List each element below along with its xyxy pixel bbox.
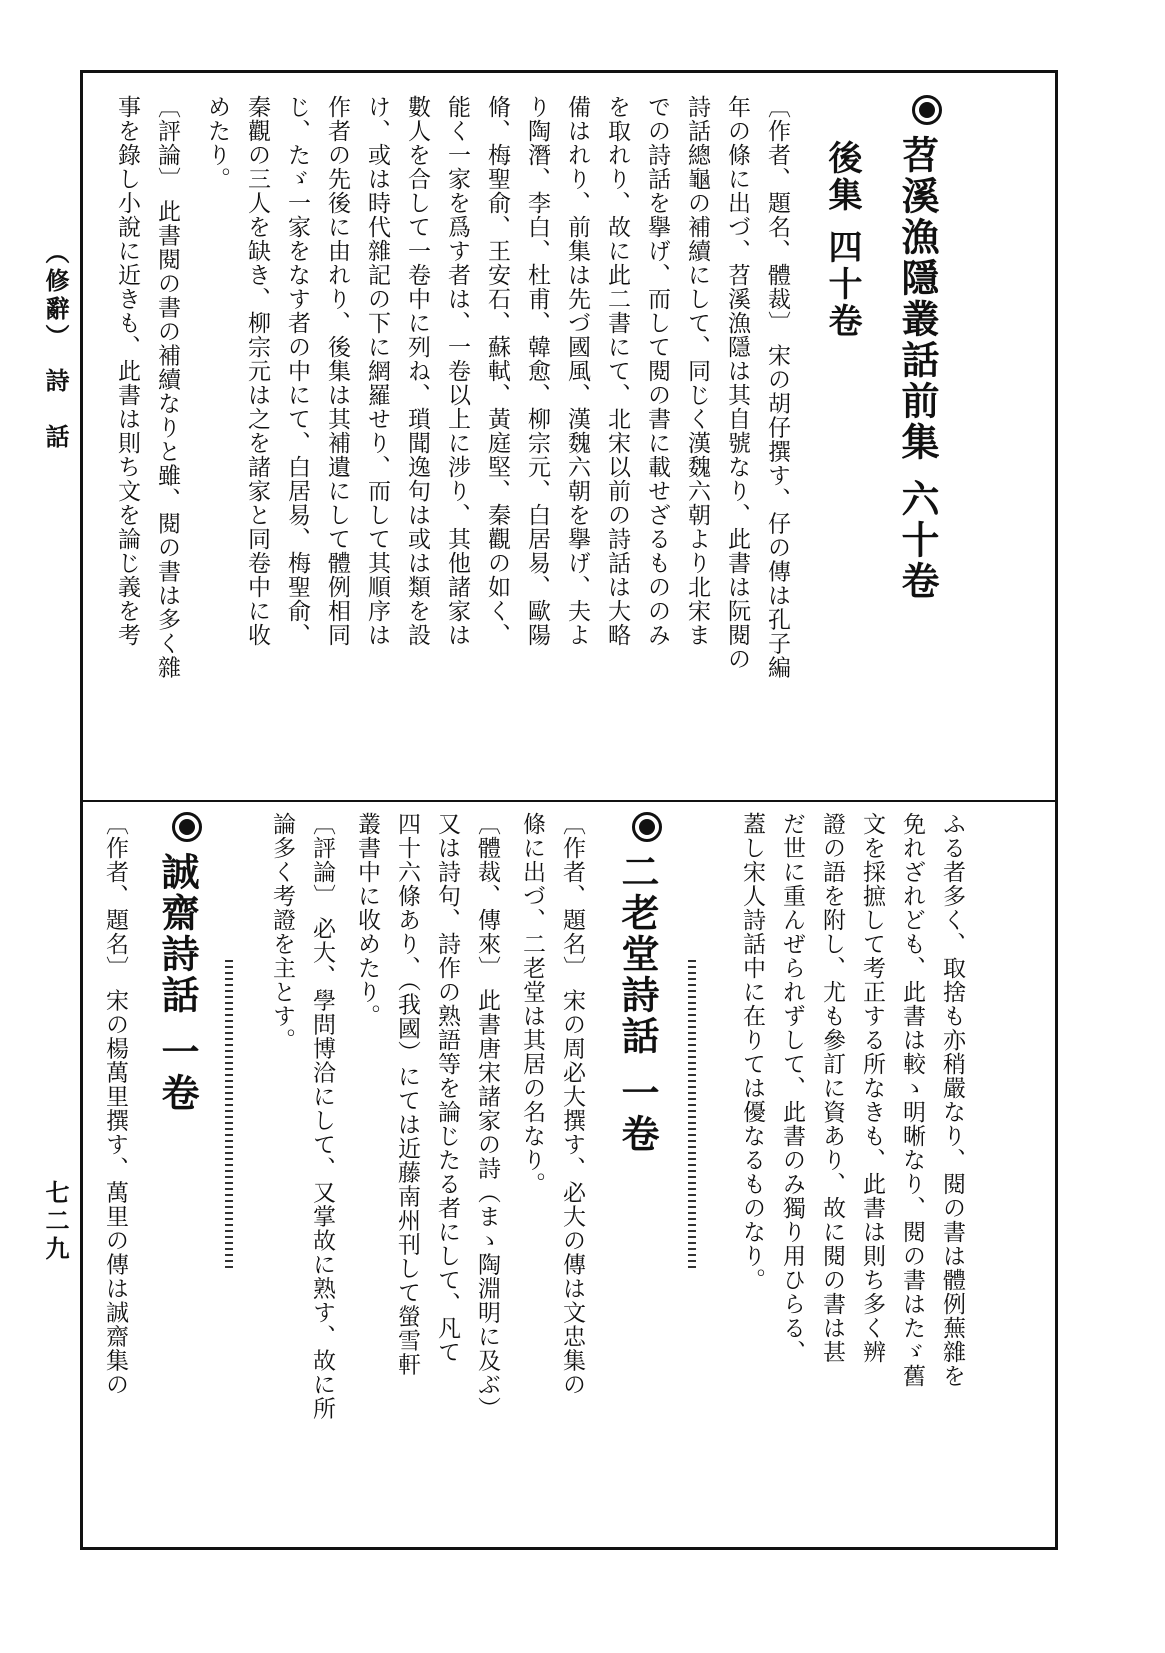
text-line: 〔評論〕 必大、學問博洽にして、又掌故に熟す、故に所: [309, 812, 335, 1421]
running-header: （修辭） 詩 話: [41, 240, 70, 452]
text-line: 能く一家を爲す者は、一卷以上に涉り、其他諸家は: [444, 95, 470, 647]
text-line: での詩話を擧げ、而して閱の書に載せざるもののみ: [644, 95, 670, 647]
text-line: を取れり、故に此二書にて、北宋以前の詩話は大略: [604, 95, 630, 647]
bullet-icon: [912, 95, 942, 125]
text-line: 論多く考證を主とす。: [269, 812, 295, 1052]
text-line: 〔體裁、傳來〕 此書唐宋諸家の詩（まゝ陶淵明に及ぶ）: [474, 812, 500, 1421]
text-line: ふる者多く、取捨も亦稍嚴なり、閱の書は體例蕪雜を: [939, 812, 965, 1388]
text-line: 詩話總龜の補續にして、同じく漢魏六朝より北宋ま: [684, 95, 710, 647]
text-line: めたり。: [204, 95, 230, 191]
text-line: 證の語を附し、尤も參訂に資あり、故に閱の書は甚: [819, 812, 845, 1364]
text-line: 文を採摭して考正する所なきも、此書は則ち多く辨: [859, 812, 885, 1364]
text-line: 年の條に出づ、苕溪漁隱は其自號なり、此書は阮閱の: [724, 95, 750, 671]
entry-title-erlaotang-text: 二老堂詩話 一卷: [615, 852, 660, 1156]
text-line: け、或は時代雜記の下に網羅せり、而して其順序は: [364, 95, 390, 647]
text-line: 〔作者、題名〕 宋の周必大撰す、必大の傳は文忠集の: [559, 812, 585, 1397]
text-line: 叢書中に收めたり。: [354, 812, 380, 1028]
text-line: 條に出づ、二老堂は其居の名なり。: [519, 812, 545, 1196]
text-line: じ、たゞ一家をなす者の中にて、白居易、梅聖俞、: [284, 95, 310, 647]
text-line: 〔作者、題名〕 宋の楊萬里撰す、萬里の傳は誠齋集の: [102, 812, 128, 1397]
text-line: 又は詩句、詩作の熟語等を論じたる者にして、凡て: [434, 812, 460, 1364]
wavy-divider: [688, 960, 696, 1270]
entry-title-erlaotang: [610, 812, 665, 1155]
text-line: 脩、梅聖俞、王安石、蘇軾、黃庭堅、秦觀の如く、: [484, 95, 510, 647]
text-line: 秦觀の三人を缺き、柳宗元は之を諸家と同卷中に收: [244, 95, 270, 647]
text-line: 蓋し宋人詩話中に在りては優なるものなり。: [739, 812, 765, 1292]
bullet-icon: [632, 812, 662, 842]
text-line: 作者の先後に由れり、後集は其補遺にして體例相同: [324, 95, 350, 647]
text-line: だ世に重んぜられずして、此書のみ獨り用ひらる、: [779, 812, 805, 1364]
text-line: 免れざれども、此書は較ゝ明晰なり、閱の書はたゞ舊: [899, 812, 925, 1388]
text-line: 數人を合して一卷中に列ね、瑣聞逸句は或は類を設: [404, 95, 430, 647]
section-divider: [83, 800, 1055, 802]
text-line: 備はれり、前集は先づ國風、漢魏六朝を擧げ、夫よ: [564, 95, 590, 647]
text-line: 〔作者、題名、體裁〕 宋の胡仔撰す、仔の傳は孔子編: [764, 95, 790, 680]
text-line: 事を錄し小說に近きも、此書は則ち文を論じ義を考: [114, 95, 140, 647]
text-line: 〔評論〕 此書閱の書の補續なりと雖、閱の書は多く雜: [154, 95, 180, 680]
text-line: り陶潛、李白、杜甫、韓愈、柳宗元、白居易、歐陽: [524, 95, 550, 647]
entry-title-chengzhai-text: 誠齋詩話 一卷: [155, 852, 200, 1115]
entry-title-chengzhai: [150, 812, 205, 1114]
text-line: 四十六條あり、（我國）にては近藤南州刊して螢雪軒: [394, 812, 420, 1377]
entry-title-tiaoxi-text: 苕溪漁隱叢話前集 六十卷: [895, 135, 940, 603]
page-number: 七二九: [41, 1180, 70, 1264]
entry-subtitle-houji: 後集 四十卷: [822, 140, 862, 340]
wavy-divider: [225, 960, 233, 1270]
bullet-icon: [172, 812, 202, 842]
entry-title-tiaoxi: [890, 95, 945, 602]
